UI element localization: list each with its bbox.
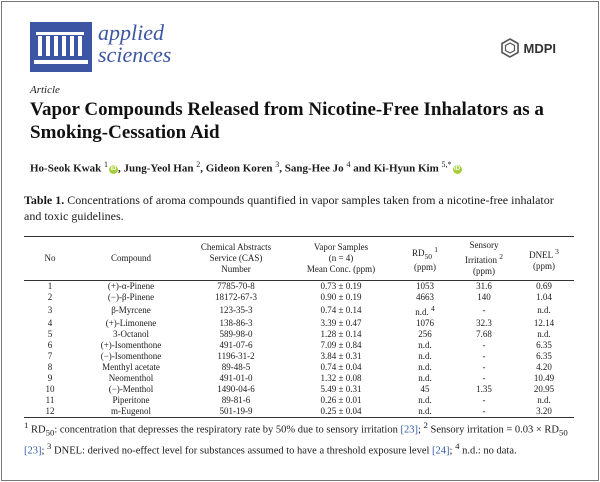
table-cell: - xyxy=(482,340,486,350)
table-row xyxy=(24,362,574,373)
table-cell: n.d. xyxy=(418,373,432,383)
journal-name-line1: applied xyxy=(98,20,164,45)
reference-link[interactable]: [24] xyxy=(432,445,450,457)
table-row xyxy=(24,281,574,293)
data-table xyxy=(24,236,574,418)
author-name[interactable]: Sang-Hee Jo xyxy=(284,162,344,175)
table-cell: 6.35 xyxy=(536,351,552,361)
table-cell: Neomenthol xyxy=(108,373,154,383)
table-cell: 0.25 ± 0.04 xyxy=(286,406,396,418)
table-cell: (+)-α-Pinene xyxy=(107,281,155,291)
table-cell: 89-48-5 xyxy=(221,362,251,372)
table-cell: 4 xyxy=(47,318,53,328)
table-cell: (−)-β-Pinene xyxy=(107,292,155,302)
reference-link[interactable]: [23] xyxy=(400,424,418,436)
table-cell: 491-07-6 xyxy=(219,340,253,350)
table-row xyxy=(24,384,574,395)
table-cell: - xyxy=(482,373,486,383)
author-name[interactable]: Gideon Koren xyxy=(205,162,273,175)
table-cell: 0.73 ± 0.19 xyxy=(320,281,362,291)
table-cell: 123-35-3 xyxy=(219,305,253,315)
table-row xyxy=(24,395,574,406)
table-cell: - xyxy=(482,351,486,361)
table-cell: m-Eugenol xyxy=(76,406,186,418)
table-cell: 7.68 xyxy=(476,329,492,339)
table-cell: 10 xyxy=(45,384,55,394)
table-cell: - xyxy=(454,406,514,418)
table-cell: 2 xyxy=(47,292,53,302)
author-name[interactable]: Jung-Yeol Han xyxy=(123,162,194,175)
author-list: Ho-Seok Kwak $^1$ iD , Jung-Yeol Han $^2$, Gideon Koren $^3$, Sang-Hee Jo $^4$ and Ki-Hyun Kim $^{5,*}$ iD xyxy=(30,160,461,175)
table-cell: 5 xyxy=(47,329,53,339)
table-cell: (+)-Limonene xyxy=(105,318,157,328)
table-cell: 0.90 ± 0.19 xyxy=(320,292,362,302)
table-caption xyxy=(24,192,572,224)
orcid-icon[interactable]: iD xyxy=(110,165,117,172)
table-row xyxy=(24,373,574,384)
table-cell: 6.35 xyxy=(536,340,552,350)
table-cell: 1.04 xyxy=(536,292,552,302)
table-cell: 140 xyxy=(477,292,491,302)
table-cell: - xyxy=(482,305,486,315)
table-cell: (−)-Menthol xyxy=(108,384,154,394)
table-row xyxy=(24,406,574,418)
table-cell: n.d. xyxy=(418,395,432,405)
table-cell: 0.26 ± 0.01 xyxy=(320,395,362,405)
table-row xyxy=(24,303,574,318)
table-cell: (+)-Isomenthone xyxy=(100,340,162,350)
table-cell: 12 xyxy=(24,406,76,418)
table-cell: 1.28 ± 0.14 xyxy=(320,329,362,339)
table-cell: 1076 xyxy=(416,318,434,328)
table-cell: 45 xyxy=(420,384,430,394)
table-cell: 4.20 xyxy=(536,362,552,372)
table-cell: n.d. xyxy=(418,351,432,361)
mdpi-icon xyxy=(500,38,520,58)
table-cell: n.d. xyxy=(418,340,432,350)
table-cell: 32.3 xyxy=(476,318,492,328)
table-cell: n.d. xyxy=(537,305,551,315)
table-cell: 10.49 xyxy=(533,373,555,383)
table-cell: 1196-31-2 xyxy=(217,351,255,361)
author-name[interactable]: Ki-Hyun Kim xyxy=(373,162,439,175)
table-cell: 4663 xyxy=(416,292,434,302)
reference-link[interactable]: [23] xyxy=(24,445,42,457)
table-row xyxy=(24,351,574,362)
table-cell: 501-19-9 xyxy=(186,406,286,418)
table-cell: 1.35 xyxy=(476,384,492,394)
table-cell: 0.74 ± 0.14 xyxy=(320,305,362,315)
table-footnotes: $^1$ $RD_{50}$: concentration that depresses the respiratory rate by 50% due to sensory irritation [23]; $^2$ Sensory irritation = $0.03 \times RD_{50}$ [23]; $^3$ DNEL: derived no-effect level for substances assumed to have a threshold exposure level [24]; $^4$ n.d.: no data. xyxy=(24,420,568,457)
table-row xyxy=(24,340,574,351)
table-cell: 7 xyxy=(47,351,53,361)
table-label: Table 1. xyxy=(24,193,65,207)
table-cell: 1 xyxy=(47,281,53,291)
table-header-row xyxy=(24,237,574,281)
table-cell: 0.74 ± 0.04 xyxy=(320,362,362,372)
header-dnel: DNEL $^3$ (ppm) xyxy=(514,237,574,281)
table-cell: 9 xyxy=(47,373,53,383)
table-cell: 491-01-0 xyxy=(219,373,253,383)
table-cell: (−)-Isomenthone xyxy=(100,351,162,361)
table-cell: 3-Octanol xyxy=(113,329,149,339)
orcid-icon[interactable]: iD xyxy=(454,165,461,172)
table-cell: 5.49 ± 0.31 xyxy=(320,384,362,394)
table-row xyxy=(24,318,574,329)
table-cell: 18172-67-3 xyxy=(215,292,257,302)
table-cell: 3.20 xyxy=(514,406,574,418)
table-cell: 3.84 ± 0.31 xyxy=(320,351,362,361)
table-cell: 20.95 xyxy=(533,384,555,394)
header-vapor: Vapor Samples (n = 4) Mean Conc. (ppm) xyxy=(286,237,396,281)
header-sensory: Sensory Irritation $^2$ (ppm) xyxy=(454,237,514,281)
journal-name-line2: sciences xyxy=(98,42,172,67)
table-cell: 1490-04-6 xyxy=(217,384,255,394)
table-cell: - xyxy=(482,362,486,372)
table-cell: n.d. xyxy=(396,406,454,418)
header-no: No xyxy=(24,237,76,281)
table-cell: 256 xyxy=(418,329,432,339)
header-rd50: $RD_{50}$ $^1$ (ppm) xyxy=(396,237,454,281)
table-cell: n.d. xyxy=(537,395,551,405)
table-cell: β-Myrcene xyxy=(111,305,151,315)
table-cell: 6 xyxy=(47,340,53,350)
publisher-name: MDPI xyxy=(523,40,556,56)
paper-title: Vapor Compounds Released from Nicotine-Free Inhalators as a Smoking-Cessation Aid xyxy=(30,99,544,143)
table-cell: 12.14 xyxy=(533,318,555,328)
table-cell: 1053 xyxy=(416,281,434,291)
table-cell: 1.32 ± 0.08 xyxy=(320,373,362,383)
journal-name xyxy=(98,22,171,66)
table-cell: - xyxy=(482,395,486,405)
journal-logo-icon xyxy=(30,22,92,72)
table-cell: 7785-70-8 xyxy=(217,281,255,291)
table-cell: 589-98-0 xyxy=(219,329,253,339)
table-cell: n.d. $^4$ xyxy=(415,304,435,317)
table-cell: n.d. xyxy=(537,329,551,339)
table-row xyxy=(24,329,574,340)
table-cell: Piperitone xyxy=(112,395,150,405)
table-cell: 7.09 ± 0.84 xyxy=(320,340,362,350)
article-type: Article xyxy=(30,84,60,96)
table-cell: 8 xyxy=(47,362,53,372)
header-cas: Chemical Abstracts Service (CAS) Number xyxy=(186,237,286,281)
table-cell: 89-81-6 xyxy=(221,395,251,405)
header-compound: Compound xyxy=(76,237,186,281)
table-caption-text: Concentrations of aroma compounds quantified in vapor samples taken from a nicotine-free inhalator and toxic guidelines. xyxy=(24,193,554,223)
table-cell: 0.69 xyxy=(536,281,552,291)
publisher-logo xyxy=(500,38,557,58)
table-cell: Menthyl acetate xyxy=(102,362,160,372)
table-cell: 138-86-3 xyxy=(219,318,253,328)
table-cell: 31.6 xyxy=(476,281,492,291)
table-cell: 3 xyxy=(47,305,53,315)
table-cell: 3.39 ± 0.47 xyxy=(320,318,362,328)
author-name[interactable]: Ho-Seok Kwak xyxy=(30,162,102,175)
table-cell: n.d. xyxy=(418,362,432,372)
table-row xyxy=(24,292,574,303)
table-cell: 11 xyxy=(45,395,55,405)
